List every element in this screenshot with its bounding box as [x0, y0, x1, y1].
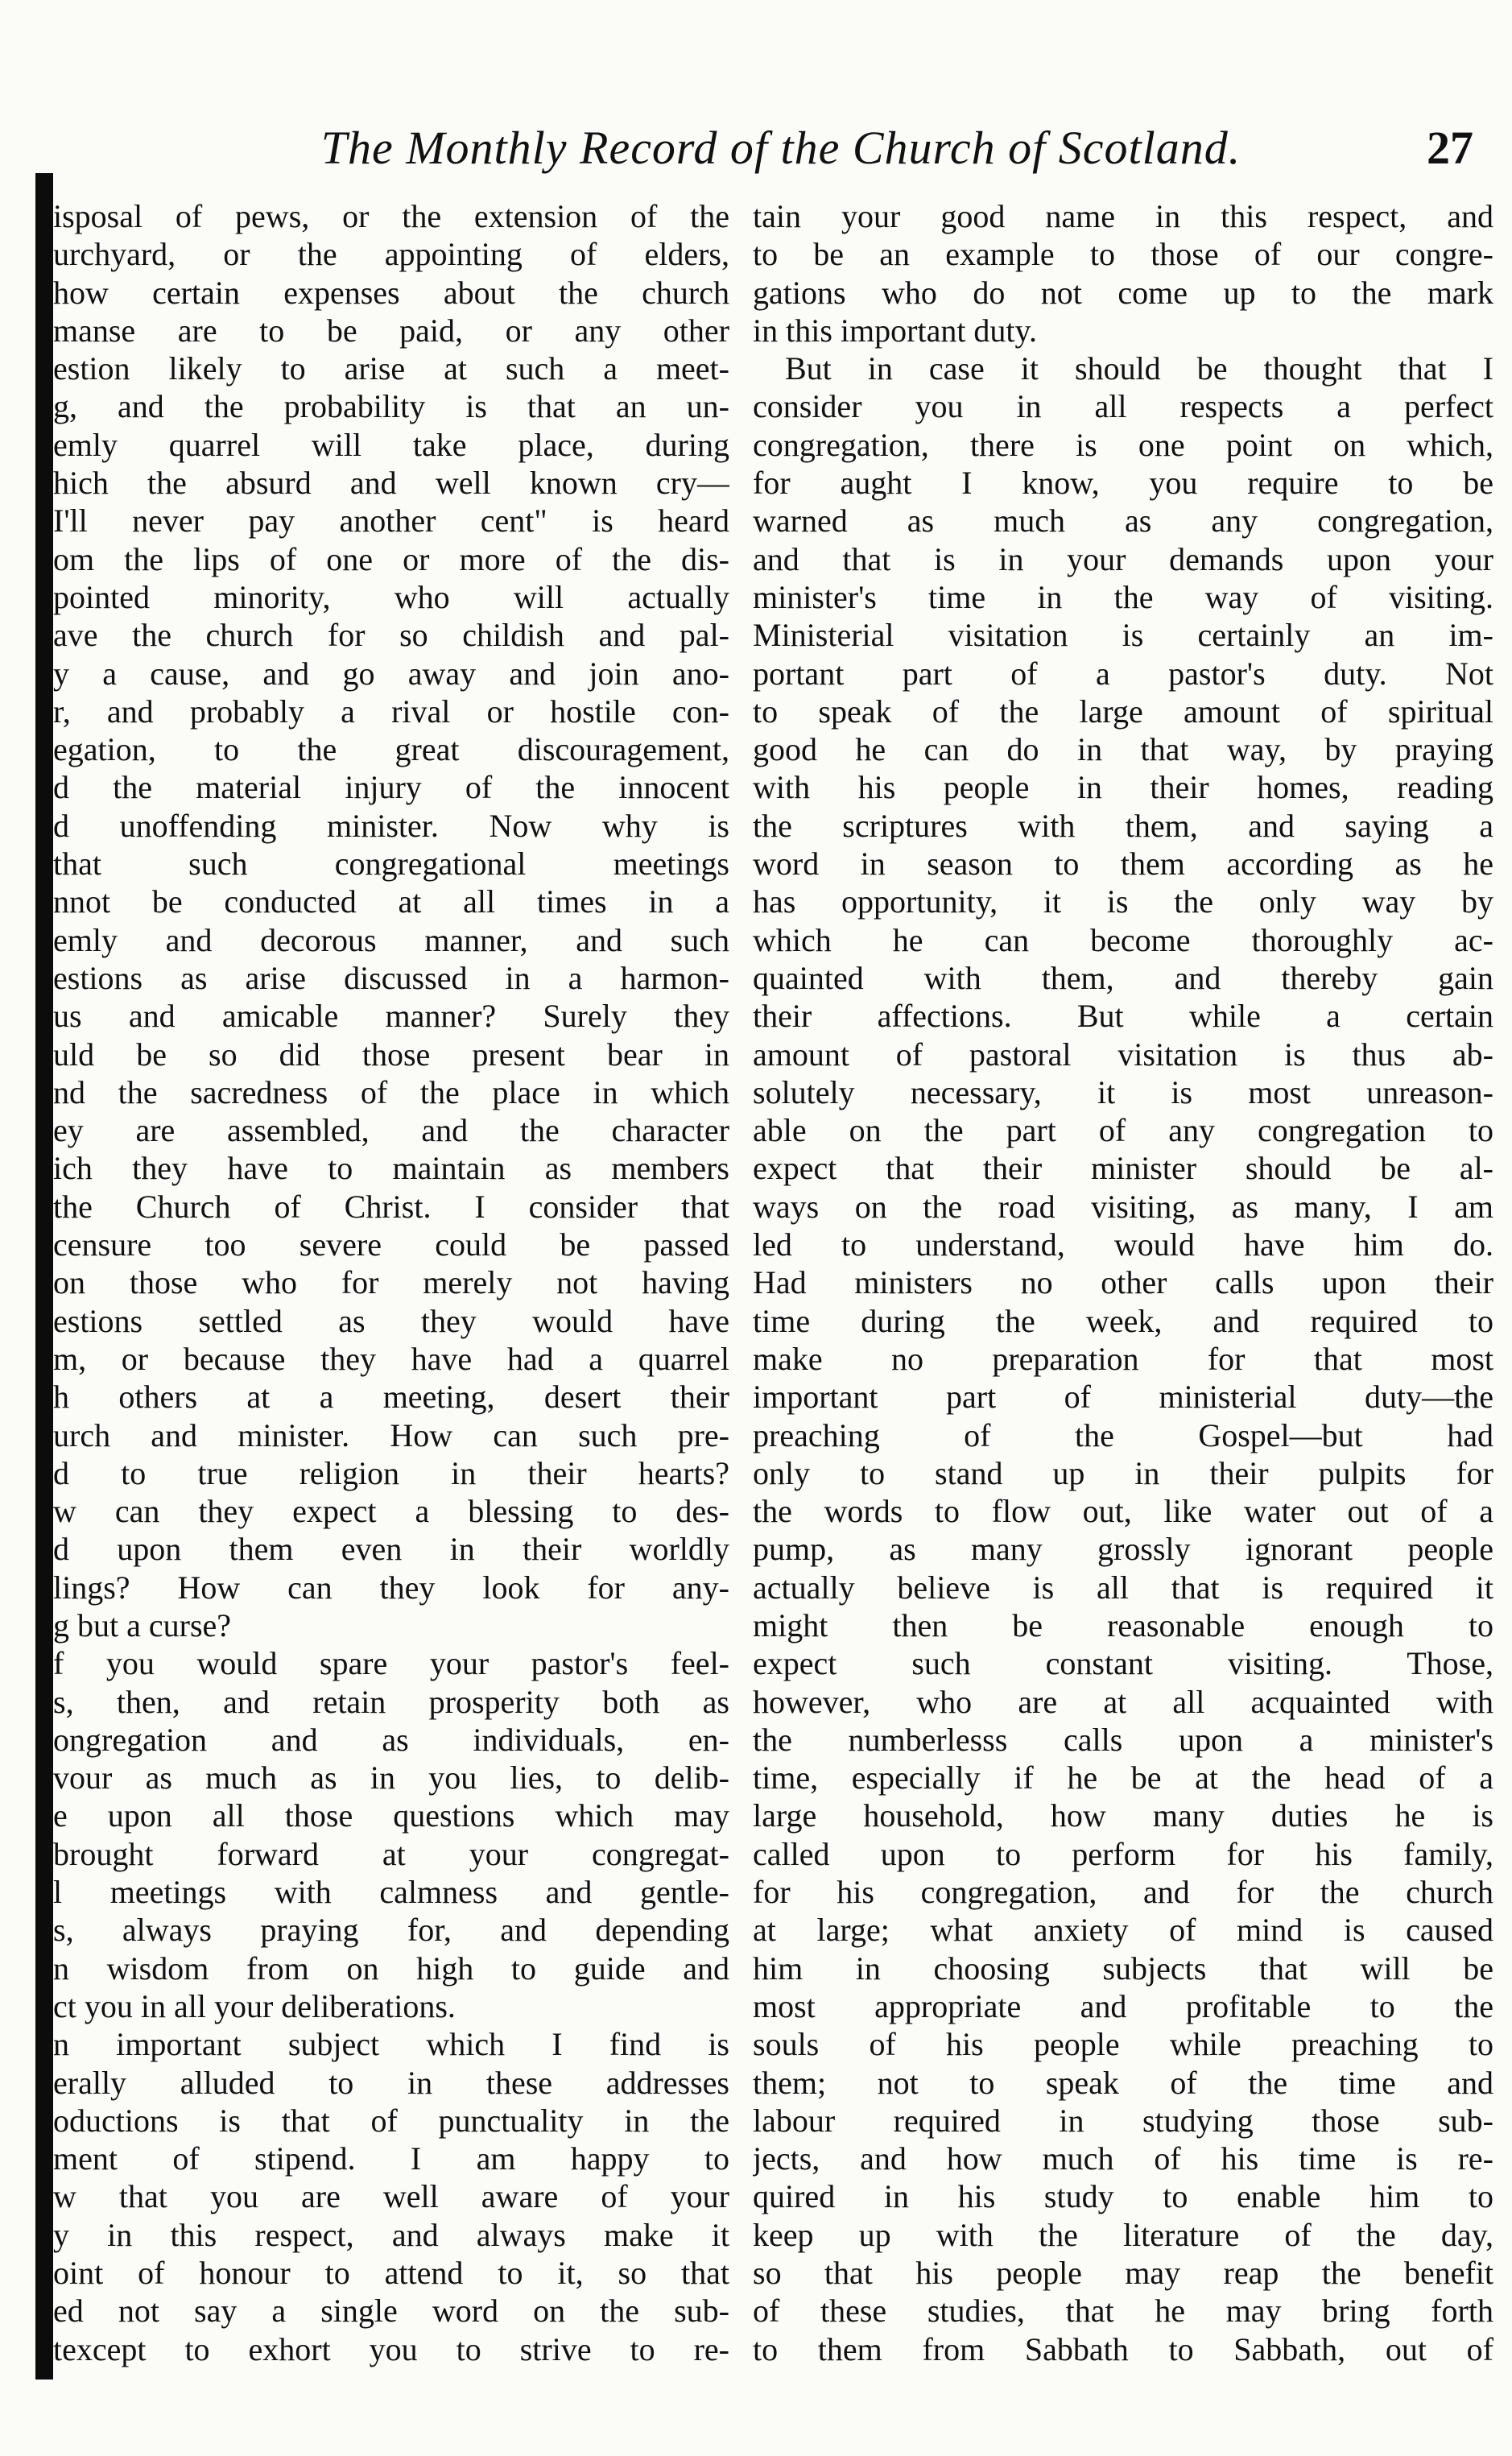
left-column-line: urch and minister. How can such pre-: [53, 1416, 729, 1453]
left-column-line: d unoffending minister. Now why is: [53, 807, 729, 844]
right-column-line: time during the week, and required to: [753, 1302, 1493, 1339]
left-column-line: the Church of Christ. I consider that: [53, 1188, 729, 1225]
right-column-line: called upon to perform for his family,: [753, 1835, 1493, 1872]
right-column-line: ways on the road visiting, as many, I am: [753, 1188, 1493, 1225]
right-column-line: for aught I know, you require to be: [753, 465, 1493, 502]
left-column-line: estions as arise discussed in a harmon-: [53, 959, 729, 996]
left-column-line: censure too severe could be passed: [53, 1226, 729, 1263]
left-column-line: ave the church for so childish and pal-: [53, 617, 729, 654]
left-column-line: brought forward at your congregat-: [53, 1835, 729, 1872]
right-column-line: actually believe is all that is required it: [753, 1569, 1493, 1606]
right-column-line: warned as much as any congregation,: [753, 502, 1493, 540]
left-column-line: texcept to exhort you to strive to re-: [53, 2330, 729, 2367]
left-column-line: g but a curse?: [53, 1606, 232, 1644]
right-column-line: quainted with them, and thereby gain: [753, 959, 1493, 996]
left-column-line: erally alluded to in these addresses: [53, 2064, 729, 2101]
right-column-line: keep up with the literature of the day,: [753, 2216, 1493, 2253]
right-column-line: important part of ministerial duty—the: [753, 1379, 1493, 1416]
left-column-line: d to true religion in their hearts?: [53, 1454, 729, 1491]
left-column-line: n wisdom from on high to guide and: [53, 1950, 729, 1987]
right-column-line: them; not to speak of the time and: [753, 2064, 1493, 2101]
right-column-line: only to stand up in their pulpits for: [753, 1454, 1493, 1491]
binding-shadow: [35, 173, 53, 2380]
right-column-line: expect that their minister should be al-: [753, 1150, 1493, 1187]
left-column-line: d the material injury of the innocent: [53, 769, 729, 806]
left-column-line: s, always praying for, and depending: [53, 1912, 729, 1949]
left-column-line: I'll never pay another cent" is heard: [53, 502, 729, 540]
right-column-line: for his congregation, and for the church: [753, 1874, 1493, 1911]
left-column-line: h others at a meeting, desert their: [53, 1379, 729, 1416]
left-column-line: l meetings with calmness and gentle-: [53, 1874, 729, 1911]
left-column-line: nnot be conducted at all times in a: [53, 883, 729, 920]
running-head: [217, 121, 1473, 185]
left-column-line: vour as much as in you lies, to delib-: [53, 1759, 729, 1797]
left-column-line: that such congregational meetings: [53, 846, 729, 883]
right-column-line: the words to flow out, like water out of a: [753, 1493, 1493, 1530]
right-column-line: solutely necessary, it is most unreason-: [753, 1073, 1493, 1110]
right-column-line: labour required in studying those sub-: [753, 2102, 1493, 2139]
right-column-line: the numberlesss calls upon a minister's: [753, 1721, 1493, 1758]
left-column-line: ed not say a single word on the sub-: [53, 2293, 729, 2330]
left-column-line: pointed minority, who will actually: [53, 578, 729, 615]
right-column-line: has opportunity, it is the only way by: [753, 883, 1493, 920]
left-column-line: emly quarrel will take place, during: [53, 426, 729, 463]
right-column-line: gations who do not come up to the mark: [753, 274, 1493, 311]
left-column-line: hich the absurd and well known cry—: [53, 465, 729, 502]
left-column-line: how certain expenses about the church: [53, 274, 729, 311]
left-column-line: ey are assembled, and the character: [53, 1112, 729, 1149]
right-column-line: pump, as many grossly ignorant people: [753, 1531, 1493, 1568]
left-column-line: estion likely to arise at such a meet-: [53, 350, 729, 387]
right-column-line: word in season to them according as he: [753, 846, 1493, 883]
right-column-line: jects, and how much of his time is re-: [753, 2140, 1493, 2177]
right-column-line: Ministerial visitation is certainly an im-: [753, 617, 1493, 654]
right-column-line: in this important duty.: [753, 312, 1037, 349]
left-column-line: oductions is that of punctuality in the: [53, 2102, 729, 2139]
right-column-line: him in choosing subjects that will be: [753, 1950, 1493, 1987]
left-column-line: uld be so did those present bear in: [53, 1036, 729, 1073]
left-column-line: isposal of pews, or the extension of the: [53, 198, 729, 234]
left-column-line: lings? How can they look for any-: [53, 1569, 729, 1606]
left-column-line: egation, to the great discouragement,: [53, 731, 729, 768]
left-column-line: on those who for merely not having: [53, 1264, 729, 1301]
right-column-line: which he can become thoroughly ac-: [753, 921, 1493, 958]
left-column-line: us and amicable manner? Surely they: [53, 998, 729, 1035]
right-column-line: expect such constant visiting. Those,: [753, 1645, 1493, 1682]
left-column-line: oint of honour to attend to it, so that: [53, 2255, 729, 2292]
left-column-line: r, and probably a rival or hostile con-: [53, 693, 729, 730]
right-column-line: consider you in all respects a perfect: [753, 388, 1493, 425]
left-column-line: emly and decorous manner, and such: [53, 921, 729, 958]
right-column-line: quired in his study to enable him to: [753, 2178, 1493, 2215]
right-column-line: led to understand, would have him do.: [753, 1226, 1493, 1263]
left-column-line: ment of stipend. I am happy to: [53, 2140, 729, 2177]
left-column-line: ich they have to maintain as members: [53, 1150, 729, 1187]
left-column-line: ct you in all your deliberations.: [53, 1987, 456, 2024]
right-column-line: the scriptures with them, and saying a: [753, 807, 1493, 844]
left-column-line: estions settled as they would have: [53, 1302, 729, 1339]
left-column-line: m, or because they have had a quarrel: [53, 1340, 729, 1377]
right-column-line: But in case it should be thought that I: [785, 350, 1493, 387]
left-column-line: nd the sacredness of the place in which: [53, 1073, 729, 1110]
right-text-column: [753, 197, 1493, 2420]
right-column-line: however, who are at all acquainted with: [753, 1683, 1493, 1720]
right-column-line: to them from Sabbath to Sabbath, out of: [753, 2330, 1493, 2367]
right-column-line: so that his people may reap the benefit: [753, 2255, 1493, 2292]
left-column-line: om the lips of one or more of the dis-: [53, 540, 729, 577]
right-column-line: large household, how many duties he is: [753, 1797, 1493, 1834]
left-column-line: d upon them even in their worldly: [53, 1531, 729, 1568]
right-column-line: and that is in your demands upon your: [753, 540, 1493, 577]
right-column-line: make no preparation for that most: [753, 1340, 1493, 1377]
left-column-line: e upon all those questions which may: [53, 1797, 729, 1834]
right-column-line: amount of pastoral visitation is thus ab-: [753, 1036, 1493, 1073]
right-column-line: to speak of the large amount of spiritual: [753, 693, 1493, 730]
left-column-line: w can they expect a blessing to des-: [53, 1493, 729, 1530]
left-text-column: [53, 197, 729, 2420]
left-column-line: y in this respect, and always make it: [53, 2216, 729, 2253]
left-column-line: n important subject which I find is: [53, 2026, 729, 2063]
left-column-line: f you would spare your pastor's feel-: [53, 1645, 729, 1682]
right-column-line: souls of his people while preaching to: [753, 2026, 1493, 2063]
right-column-line: good he can do in that way, by praying: [753, 731, 1493, 768]
right-column-line: their affections. But while a certain: [753, 998, 1493, 1035]
running-title: The Monthly Record of the Church of Scotland.: [320, 122, 1241, 174]
left-column-line: y a cause, and go away and join ano-: [53, 655, 729, 692]
right-column-line: able on the part of any congregation to: [753, 1112, 1493, 1149]
left-column-line: g, and the probability is that an un-: [53, 388, 729, 425]
right-column-line: preaching of the Gospel—but had: [753, 1416, 1493, 1453]
left-column-line: ongregation and as individuals, en-: [53, 1721, 729, 1758]
right-column-line: time, especially if he be at the head of a: [753, 1759, 1493, 1797]
right-column-line: with his people in their homes, reading: [753, 769, 1493, 806]
right-column-line: congregation, there is one point on which,: [753, 426, 1493, 463]
page-number: 27: [1427, 122, 1473, 174]
right-column-line: at large; what anxiety of mind is caused: [753, 1912, 1493, 1949]
left-column-line: w that you are well aware of your: [53, 2178, 729, 2215]
right-column-line: most appropriate and profitable to the: [753, 1987, 1493, 2024]
right-column-line: tain your good name in this respect, and: [753, 198, 1493, 234]
right-column-line: of these studies, that he may bring forth: [753, 2293, 1493, 2330]
right-column-line: Had ministers no other calls upon their: [753, 1264, 1493, 1301]
right-column-line: might then be reasonable enough to: [753, 1606, 1493, 1644]
right-column-line: to be an example to those of our congre-: [753, 236, 1493, 273]
right-column-line: portant part of a pastor's duty. Not: [753, 655, 1493, 692]
left-column-line: manse are to be paid, or any other: [53, 312, 729, 349]
right-column-line: minister's time in the way of visiting.: [753, 578, 1493, 615]
left-column-line: s, then, and retain prosperity both as: [53, 1683, 729, 1720]
left-column-line: urchyard, or the appointing of elders,: [53, 236, 729, 273]
